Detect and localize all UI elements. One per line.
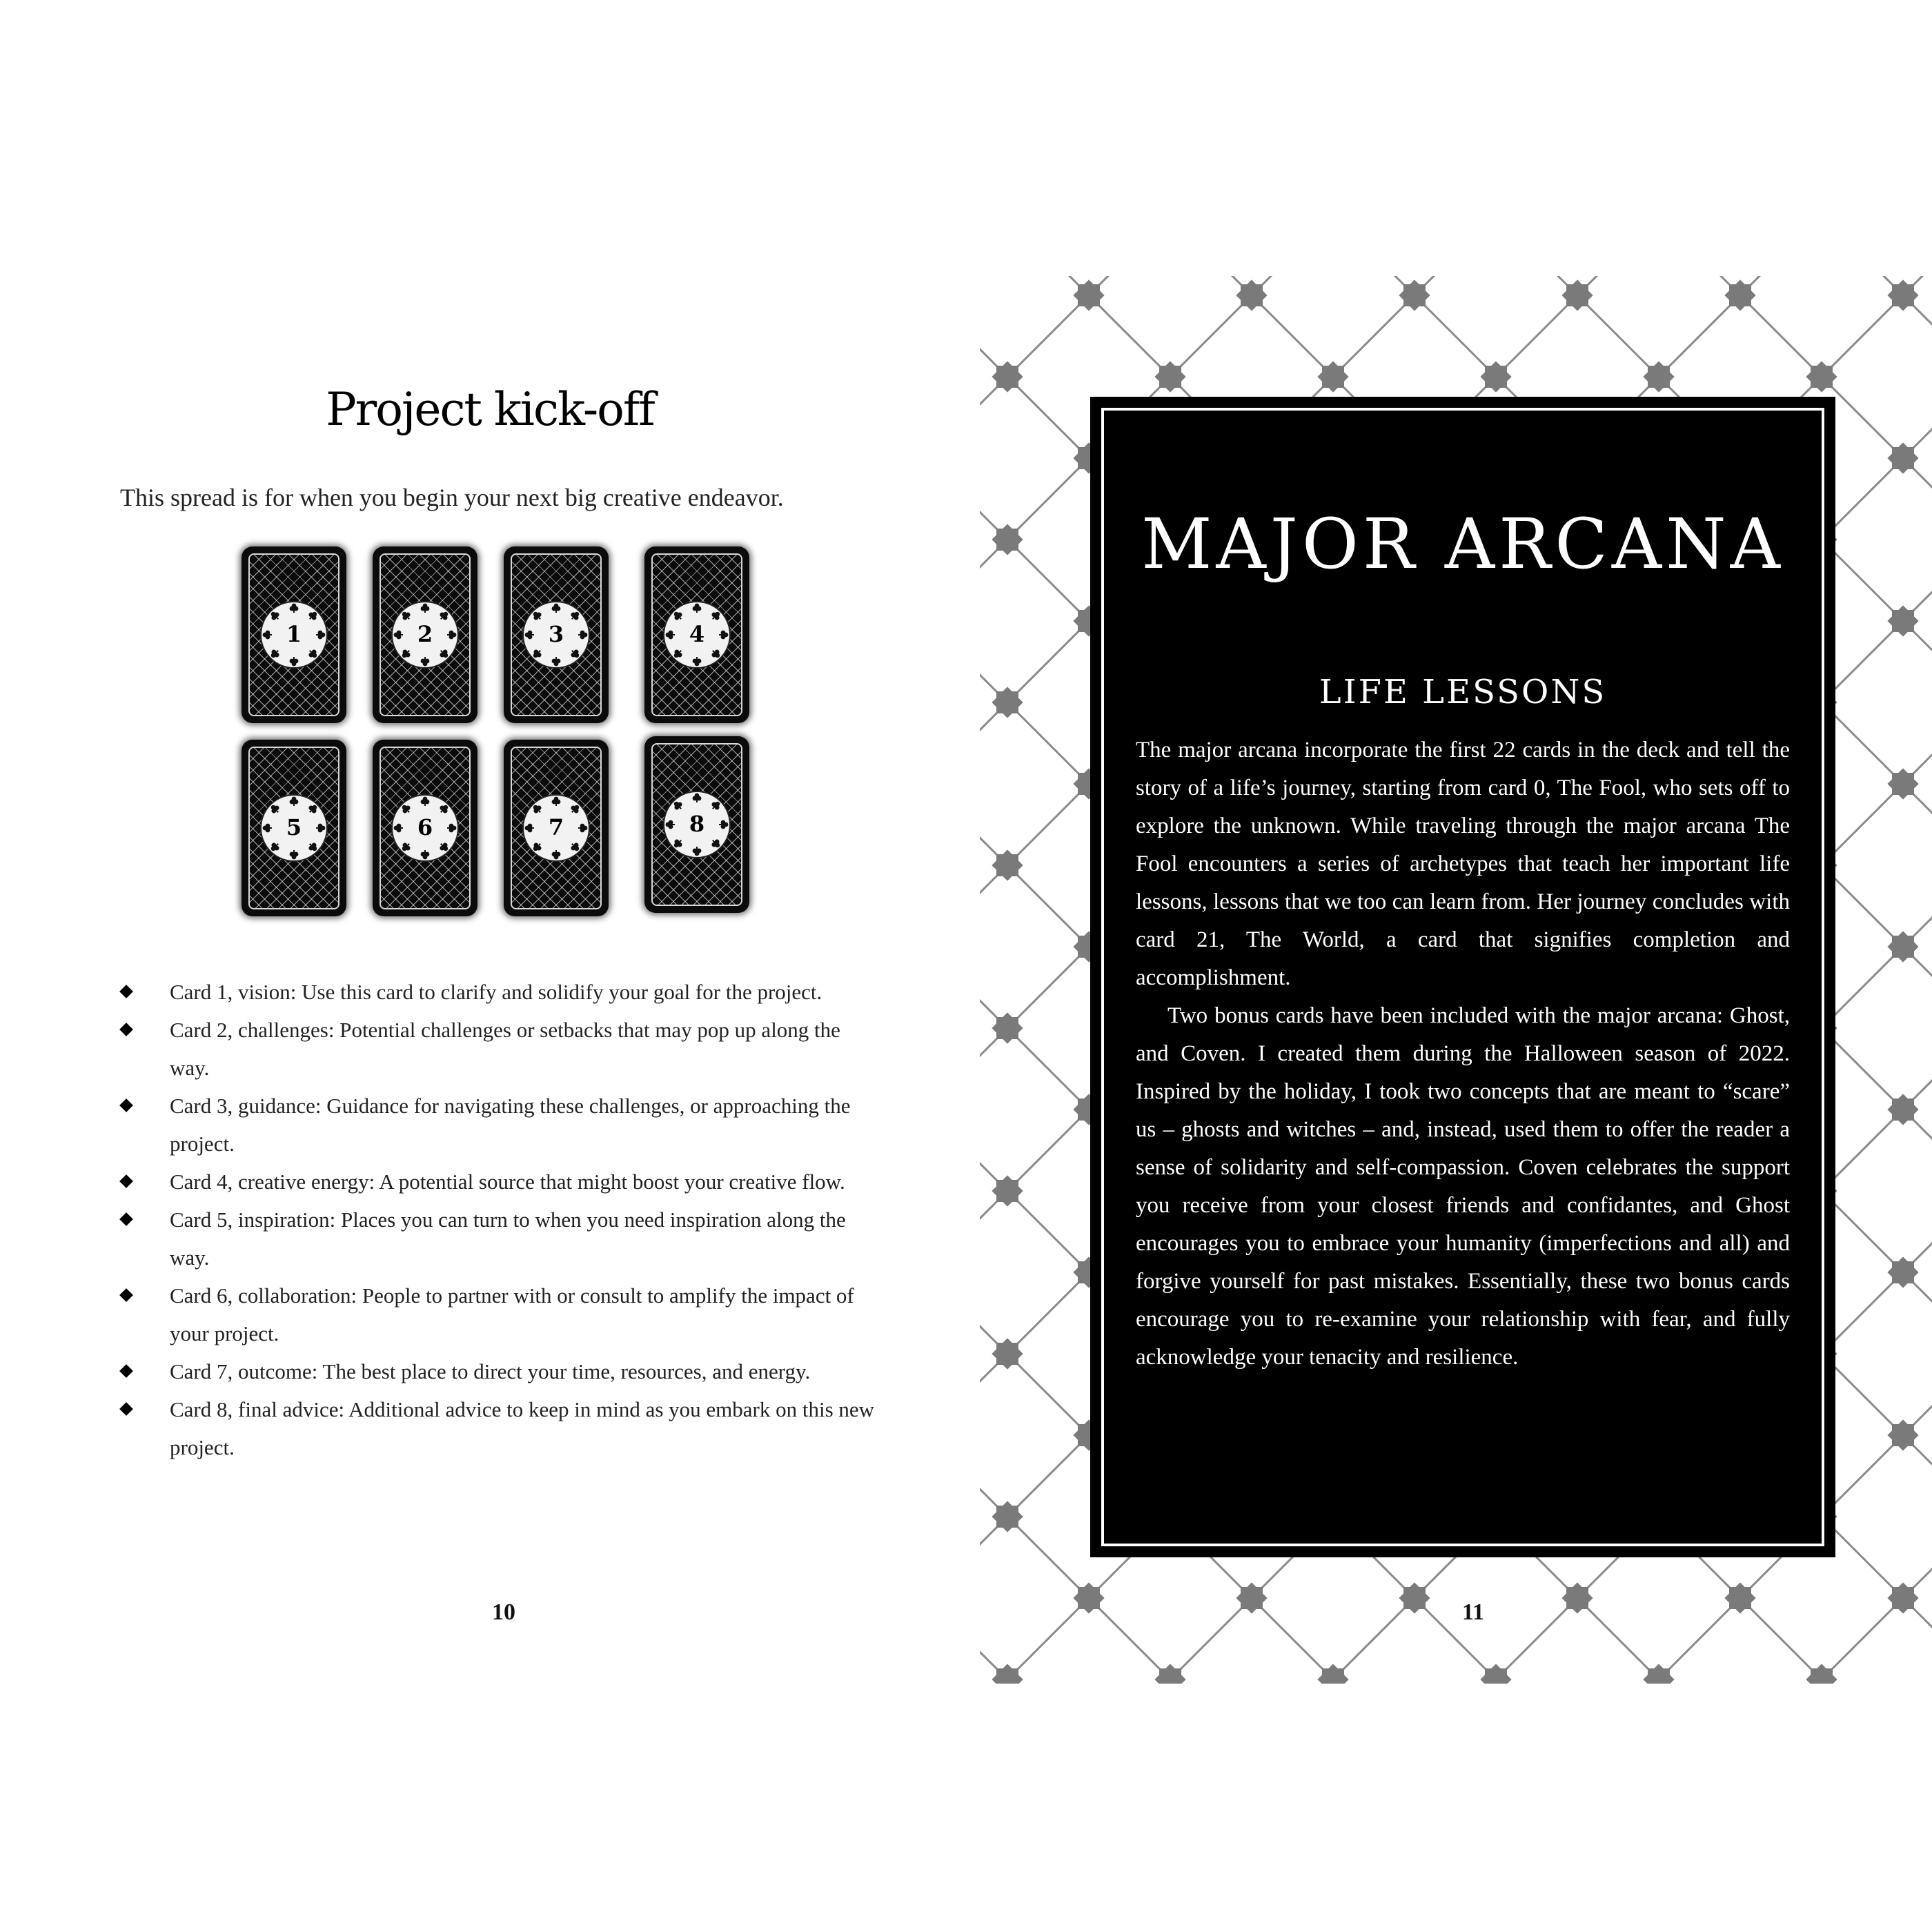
spread-card-7 xyxy=(504,740,609,916)
right-page xyxy=(980,276,1932,1684)
spread-card-5 xyxy=(241,740,346,916)
diamond-bullet-icon xyxy=(119,1098,133,1112)
spread-card-4 xyxy=(644,546,749,723)
page-number-right: 11 xyxy=(1461,1599,1485,1625)
list-item xyxy=(120,1201,879,1276)
card-number: 1 xyxy=(286,621,302,647)
diamond-bullet-icon xyxy=(119,1402,133,1416)
list-item-text: Card 6, collaboration: People to partner with or consult to amplify the impact of your project. xyxy=(170,1283,854,1346)
diamond-bullet-icon xyxy=(119,1212,133,1226)
spread-card-2 xyxy=(373,546,477,723)
body-text xyxy=(1136,731,1790,1377)
list-item xyxy=(120,1276,879,1352)
spread-card-3 xyxy=(504,546,609,723)
card-number: 5 xyxy=(286,814,302,840)
spread-card-6 xyxy=(373,740,477,916)
diamond-bullet-icon xyxy=(119,1023,133,1036)
list-item-text: Card 4, creative energy: A potential source that might boost your creative flow. xyxy=(170,1170,845,1194)
card-position-list xyxy=(120,973,879,1466)
section-subtitle: LIFE LESSONS xyxy=(1319,673,1607,711)
card-number: 7 xyxy=(548,814,564,840)
diamond-bullet-icon xyxy=(119,1288,133,1302)
card-number: 2 xyxy=(417,621,433,647)
list-item-text: Card 5, inspiration: Places you can turn to when you need inspiration along the way. xyxy=(170,1208,846,1270)
spread-card-1 xyxy=(241,546,346,723)
diamond-bullet-icon xyxy=(119,1364,133,1378)
list-item-text: Card 7, outcome: The best place to direct your time, resources, and energy. xyxy=(170,1359,811,1383)
list-item-text: Card 1, vision: Use this card to clarify and solidify your goal for the project. xyxy=(170,980,822,1004)
card-number: 8 xyxy=(689,811,705,837)
diamond-bullet-icon xyxy=(119,1174,133,1188)
card-number: 6 xyxy=(417,814,433,840)
paragraph: Two bonus cards have been included with the major arcana: Ghost, and Coven. I created them during the Halloween season of 2022. Inspired by the holiday, I took two concepts that are meant to “scare” us – ghosts and witches – and, instead, used them to offer the reader a sense of solidarity and self-compassion. Coven celebrates the support you receive from your closest friends and confidantes, and Ghost encourages you to embrace your humanity (imperfections and all) and forgive yourself for past mistakes. Essentially, these two bonus cards encourage you to re-examine your relationship with fear, and fully acknowledge your tenacity and resilience. xyxy=(1136,1003,1790,1370)
list-item xyxy=(120,1352,879,1390)
list-item xyxy=(120,1011,879,1087)
diamond-bullet-icon xyxy=(119,985,133,998)
intro-text: This spread is for when you begin your next big creative endeavor. xyxy=(120,484,784,511)
card-number: 3 xyxy=(548,621,564,647)
page-title: Project kick-off xyxy=(326,383,654,436)
page-number-left: 10 xyxy=(492,1599,515,1625)
section-title: MAJOR ARCANA xyxy=(1141,504,1784,584)
spread-card-8 xyxy=(644,736,749,913)
card-spread xyxy=(241,546,752,920)
list-item xyxy=(120,973,879,1011)
major-arcana-panel xyxy=(1090,397,1835,1557)
paragraph: The major arcana incorporate the first 22 cards in the deck and tell the story of a life’s journey, starting from card 0, The Fool, who sets off to explore the unknown. While traveling through the major arcana The Fool encounters a series of archetypes that teach her important life lessons, lessons that we too can learn from. Her journey concludes with card 21, The World, a card that signifies completion and accomplishment. xyxy=(1136,738,1790,990)
list-item xyxy=(120,1087,879,1163)
list-item xyxy=(120,1390,879,1466)
list-item-text: Card 2, challenges: Potential challenges or setbacks that may pop up along the way. xyxy=(170,1018,840,1080)
list-item-text: Card 8, final advice: Additional advice to keep in mind as you embark on this new project. xyxy=(170,1397,875,1459)
list-item-text: Card 3, guidance: Guidance for navigating these challenges, or approaching the project. xyxy=(170,1094,851,1156)
card-number: 4 xyxy=(689,621,705,647)
list-item xyxy=(120,1163,879,1201)
